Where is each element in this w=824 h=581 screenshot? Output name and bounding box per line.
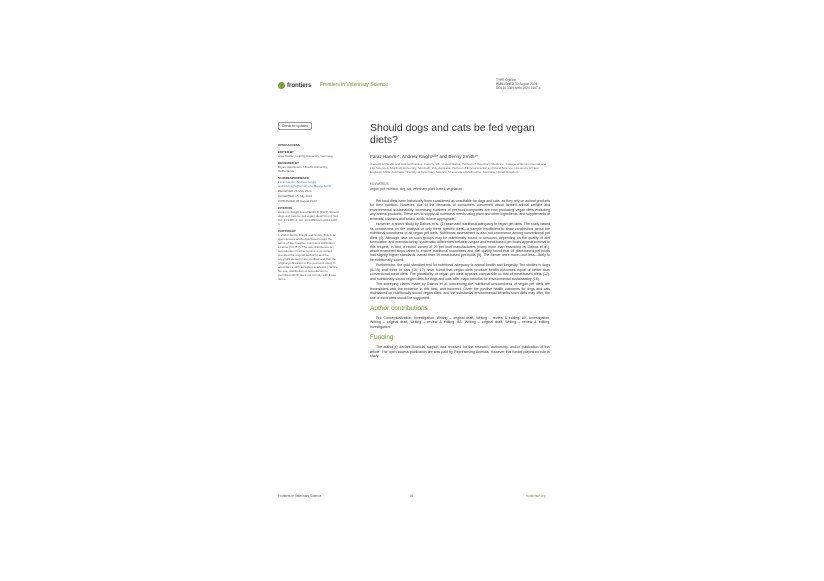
correspondence-label: *CORRESPONDENCE — [278, 176, 310, 180]
paragraph: The sweeping claims made by Dainos et al. concerning the nutritional unsoundness of vegan pet diets are inconsistent with the evidence in this field, and incorrect. Given the positive health outcomes for dogs and cats maintained on nutritionally sound vegan diets, and the substantial environmental benefits such diets may offer, the use of such diets should be supported. — [370, 282, 550, 300]
publisher-logo[interactable] — [278, 82, 311, 89]
article-meta — [496, 78, 566, 91]
edited-by-label: EDITED BY — [278, 150, 295, 154]
edited-by: Anja Fielder, Leipzig University, Germany — [278, 154, 333, 158]
type-label: TYPE — [496, 78, 505, 82]
keywords: vegan, pet, nutrition, dog, cat, veterinary, plant-based, vegetarian — [370, 187, 462, 191]
published-date: PUBLISHED 30 August 2024 — [278, 199, 317, 203]
funding-text: The author(s) declare financial support was received for the research, authorship, and/or publication of this article. The open access publication fee was paid by Representing Animals. However this funder played no role in study — [370, 345, 550, 359]
copyright: © 2024 Hanim, Knight and Smith. This is an open-access article distributed under the terms of the Creative Commons Attribution License (CC BY). The use, distribution or reproduction in other forums is permitted, provided the original author(s) and the copyright owner(s) are credited and that the original publication in this journal is cited, in accordance with accepted academic practice. No use, distribution or reproduction is permitted which does not comply with these terms. — [278, 233, 339, 281]
correspondence[interactable]: Faraz Hanim, Andrew Knight, andrew.knight@email.edu, Benny Smith — [278, 180, 332, 188]
doi-value[interactable]: 10.3389/fvets.2024.1487-4 — [502, 86, 541, 91]
reviewed-by-label: REVIEWED BY — [278, 161, 300, 165]
funding-heading: Funding — [370, 334, 394, 342]
frontiers-logo-icon — [278, 82, 285, 89]
affiliations: ¹Faculty of Health and Animal Practice, Faculty, UK, United States, ²School of Veterinary Medicine, College of Environmental and Life Sciences, Murdoch University, Murdoch, WA, Australia, ³School of Environmental and Rural Science, University of New England, NSW, Australia, ⁴Faculty of Veterinary Science, University of Melbourne, Australia, United Kingdom — [370, 162, 547, 174]
article-body — [370, 122, 550, 360]
copyright-label: COPYRIGHT — [278, 229, 296, 233]
citation-label: CITATION — [278, 206, 292, 210]
check-updates-button[interactable]: Check for updates — [278, 122, 312, 130]
page-number: 01 — [410, 494, 414, 498]
footer-journal: Frontiers in Veterinary Science — [278, 494, 322, 498]
publisher-name: frontiers — [287, 82, 312, 89]
footer-site-link[interactable]: frontiersin.org — [526, 494, 546, 498]
author-list[interactable]: Faraz Hanim¹*, Andrew Knight¹²³* and Benny Smith¹* — [370, 154, 478, 159]
citation: Hanim F, Knight A and Smith B (2024) Should dogs and cats be fed vegan diets? Front. Vet. Sci. 11:1487-4. doi: 10.3389/fvets.2024.1487-4 — [278, 210, 339, 226]
paragraph: Furthermore, the gold standard test for nutritional adequacy is animal health and longevity. Ten studies in dogs (6–15) and three in cats (16, 17) have found that vegan diets produce health outcomes equal or better than conventional meat diets. The plausibility of vegan pet diets appears comparable to that of meat-based diets (17), and nutritionally sound vegan diets for dogs and cats offer major benefits for environmental sustainability (18). — [370, 263, 550, 281]
accepted-date: ACCEPTED 15 July 2024 — [278, 194, 313, 198]
open-access-label: OPEN ACCESS — [278, 143, 300, 147]
received-date: RECEIVED 29 May 2024 — [278, 189, 312, 193]
article-sidebar — [278, 122, 340, 282]
keywords-label: KEYWORDS — [370, 182, 389, 186]
reviewed-by: Bryan Hutchinson, Utrecht University, Netherlands — [278, 165, 328, 173]
paragraph: However, a recent study by Dainos et al. (1) assessed nutritional adequacy in vegan pet diets. The study based its conclusions on the analysis of only three specific diets—a sample insufficient to draw conclusions about the nutritional soundness of all vegan pet diets. Nutritional assessment is also not uncommon among conventional pet diets (4). Although data on such groups may be nutritionally sound or unsound, depending on the quality of diet formulation and manufacturing, systematic differences between vegan and meat-based pet foods appear minimal in this respect. In fact, a recent survey of 29 pet food manufacturers (many more than examined by Dainos et al.), which examined steps taken to ensure nutritional soundness and diet quality found that 18 plant-based pet foods had slightly higher standards overall than 19 meat-based pet foods (5). The former were more—not less—likely to be nutritionally sound. — [370, 222, 550, 262]
article-title: Should dogs and cats be fed vegan diets? — [370, 122, 535, 146]
journal-name[interactable]: Frontiers in Veterinary Science — [320, 82, 389, 88]
published-label: PUBLISHED — [496, 82, 515, 87]
doi-label: DOI — [496, 86, 502, 91]
paragraph: Pet food diets have historically been considered as unsuitable for dogs and cats, as they rely on animal products for their nutrition. However, due to the demands of consumers concerned about farmed animal welfare and environmental sustainability, increasing numbers of pet food companies are now producing vegan diets excluding any animal products. These aim to supply all nutritional needs using plant and other ingredients, and supplements of minerals, vitamins and amino acids, where appropriate. — [370, 199, 550, 221]
contributions-text: FH: Conceptualization, Investigation, Writing – original draft, Writing – review & editing. AK: Investigation, Writing – original draft, Writing – review & editing. BS: Writing – original draft, Writing – review & editing, Investigation. — [370, 315, 550, 329]
type-value: Opinion — [505, 78, 517, 82]
contributions-heading: Author contributions — [370, 304, 428, 312]
article-page — [270, 70, 555, 510]
page-header — [278, 78, 558, 98]
published-value: 30 August 2024 — [514, 82, 538, 87]
